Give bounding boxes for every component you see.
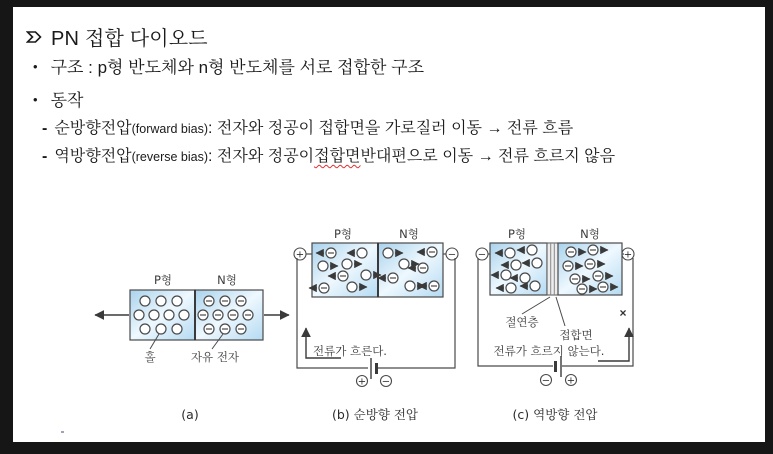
junction-leader-line (556, 297, 565, 326)
hole-icon (505, 248, 515, 258)
slide-artifact-mark (61, 431, 64, 433)
sub-bullet-dash: - (42, 120, 48, 137)
forward-term: 순방향전압 (54, 120, 132, 137)
hole-icon (318, 261, 328, 271)
hole-icon (405, 281, 415, 291)
hole-icon (172, 324, 182, 334)
caption-b: (b) 순방향 전압 (331, 407, 419, 422)
hole-icon (164, 310, 174, 320)
minus-terminal-sign: − (477, 249, 487, 261)
reverse-paren: (reverse bias) (131, 150, 209, 164)
battery-plus-sign: + (357, 376, 367, 388)
reverse-rest-before: : 전자와 정공이 (208, 148, 315, 165)
forward-rest: : 전자와 정공이 접합면을 가로질러 이동 → 전류 흐름 (208, 120, 574, 137)
hole-icon (347, 282, 357, 292)
slide (13, 7, 765, 442)
p-type-label: P형 (507, 227, 527, 241)
hole-icon (532, 258, 542, 268)
bullet-structure-text: 구조 : p형 반도체와 n형 반도체를 서로 접합한 구조 (50, 58, 424, 77)
hole-icon (530, 281, 540, 291)
hole-icon (357, 248, 367, 258)
n-type-label: N형 (399, 227, 419, 241)
page-title: PN 접합 다이오드 (51, 28, 208, 50)
hole-icon (140, 324, 150, 334)
hole-icon (156, 324, 166, 334)
hole-icon (506, 283, 516, 293)
hole-label: 홀 (144, 350, 156, 364)
sub-bullet-forward-bias (42, 115, 573, 138)
minus-terminal-sign: − (447, 249, 457, 261)
arrow-bullet-icon (26, 29, 42, 45)
hole-icon (527, 245, 537, 255)
p-type-label: P형 (333, 227, 353, 241)
p-type-label: P형 (153, 273, 173, 287)
bullet-dot: • (33, 59, 38, 74)
bullet-operation (33, 86, 83, 111)
hole-icon (342, 259, 352, 269)
diagram-c-reverse-bias (476, 227, 634, 422)
hole-icon (520, 273, 530, 283)
diagram-a-unbiased (95, 273, 289, 422)
battery-minus-sign: − (381, 376, 391, 388)
hole-icon (383, 248, 393, 258)
plus-terminal-sign: + (623, 249, 633, 261)
insulation-layer-strip (547, 243, 558, 295)
hole-icon (172, 296, 182, 306)
current-flows-label: 전류가 흐른다. (313, 344, 387, 358)
n-type-label: N형 (217, 273, 237, 287)
bullet-operation-text: 동작 (50, 91, 84, 110)
insulation-layer-label: 절연층 (505, 315, 539, 329)
no-current-cross-mark: × (619, 306, 627, 320)
hole-icon (179, 310, 189, 320)
plus-terminal-sign: + (295, 249, 305, 261)
battery-minus-sign: − (541, 375, 551, 387)
hole-icon (361, 270, 371, 280)
hole-icon (511, 260, 521, 270)
reverse-misspelled-word: 접합면 (314, 148, 361, 165)
pn-junction-figure (85, 212, 665, 427)
reverse-term: 역방향전압 (54, 148, 132, 165)
n-type-label: N형 (580, 227, 600, 241)
hole-icon (156, 296, 166, 306)
caption-a: (a) (181, 407, 199, 422)
bullet-structure (33, 53, 424, 78)
no-current-label: 전류가 흐르지 않는다. (493, 344, 605, 358)
sub-bullet-reverse-bias (42, 143, 615, 166)
forward-paren: (forward bias) (131, 122, 209, 136)
hole-icon (399, 259, 409, 269)
junction-plane-label: 접합면 (559, 328, 593, 342)
insulation-leader-line (522, 297, 550, 314)
hole-icon (149, 310, 159, 320)
hole-icon (501, 270, 511, 280)
hole-icon (140, 296, 150, 306)
reverse-rest-after: 반대편으로 이동 → 전류 흐르지 않음 (360, 148, 616, 165)
bullet-dot: • (33, 92, 38, 107)
battery-plus-sign: + (566, 375, 576, 387)
caption-c: (c) 역방향 전압 (512, 407, 598, 422)
hole-icon (134, 310, 144, 320)
sub-bullet-dash: - (42, 148, 48, 165)
slide-title-line (26, 22, 208, 51)
free-electron-label: 자유 전자 (190, 350, 240, 364)
